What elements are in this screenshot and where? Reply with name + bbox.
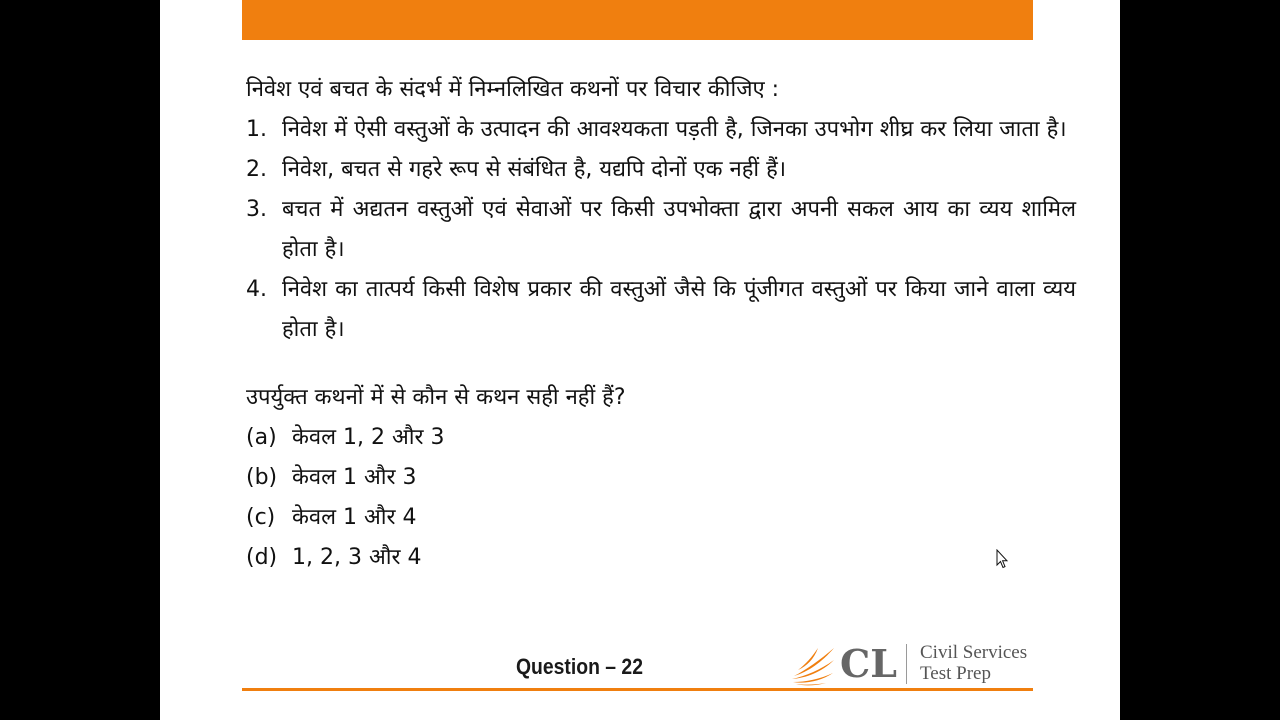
answer-option-c bbox=[246, 498, 1076, 538]
statement-number: 4. bbox=[246, 277, 267, 302]
statement-item bbox=[246, 270, 1076, 350]
statement-item bbox=[246, 150, 1076, 190]
option-label: (d) bbox=[246, 545, 278, 570]
footer-divider bbox=[242, 688, 1033, 691]
answer-option-b bbox=[246, 458, 1076, 498]
statement-text: बचत में अद्यतन वस्तुओं एवं सेवाओं पर किसी उपभोक्ता द्वारा अपनी सकल आय का व्यय शामिल होता है। bbox=[282, 197, 1076, 262]
brand-logo bbox=[790, 640, 1040, 688]
statement-item bbox=[246, 190, 1076, 270]
question-prompt: उपर्युक्त कथनों में से कौन से कथन सही नहीं हैं? bbox=[246, 385, 626, 410]
statement-item bbox=[246, 110, 1076, 150]
answer-option-a bbox=[246, 418, 1076, 458]
question-number-title: Question – 22 bbox=[516, 654, 643, 679]
statement-number: 3. bbox=[246, 197, 267, 222]
statement-number: 2. bbox=[246, 157, 267, 182]
sunburst-logo-icon bbox=[790, 646, 838, 686]
option-label: (a) bbox=[246, 425, 277, 450]
logo-tagline-line2: Test Prep bbox=[920, 663, 991, 684]
statement-text: निवेश, बचत से गहरे रूप से संबंधित है, यद्यपि दोनों एक नहीं हैं। bbox=[282, 157, 787, 182]
logo-tagline-line1: Civil Services bbox=[920, 642, 1028, 663]
answer-options bbox=[246, 418, 1076, 578]
answer-option-d bbox=[246, 538, 1076, 578]
logo-letters: CL bbox=[840, 641, 897, 686]
question-intro: निवेश एवं बचत के संदर्भ में निम्नलिखित कथनों पर विचार कीजिए : bbox=[246, 77, 780, 102]
logo-tagline bbox=[920, 642, 1027, 684]
statement-number: 1. bbox=[246, 117, 267, 142]
option-text: केवल 1 और 4 bbox=[292, 505, 417, 530]
option-label: (b) bbox=[246, 465, 278, 490]
statement-list bbox=[246, 110, 1076, 350]
question-content bbox=[246, 70, 1076, 578]
option-text: केवल 1, 2 और 3 bbox=[292, 425, 445, 450]
option-text: 1, 2, 3 और 4 bbox=[292, 545, 422, 570]
statement-text: निवेश का तात्पर्य किसी विशेष प्रकार की वस्तुओं जैसे कि पूंजीगत वस्तुओं पर किया जाने वाला व्यय होता है। bbox=[282, 277, 1076, 342]
header-bar bbox=[242, 0, 1033, 40]
logo-divider bbox=[906, 644, 907, 684]
mouse-pointer-icon bbox=[996, 549, 1008, 569]
option-label: (c) bbox=[246, 505, 276, 530]
option-text: केवल 1 और 3 bbox=[292, 465, 417, 490]
statement-text: निवेश में ऐसी वस्तुओं के उत्पादन की आवश्यकता पड़ती है, जिनका उपभोग शीघ्र कर लिया जाता है। bbox=[282, 117, 1067, 142]
slide bbox=[160, 0, 1120, 720]
